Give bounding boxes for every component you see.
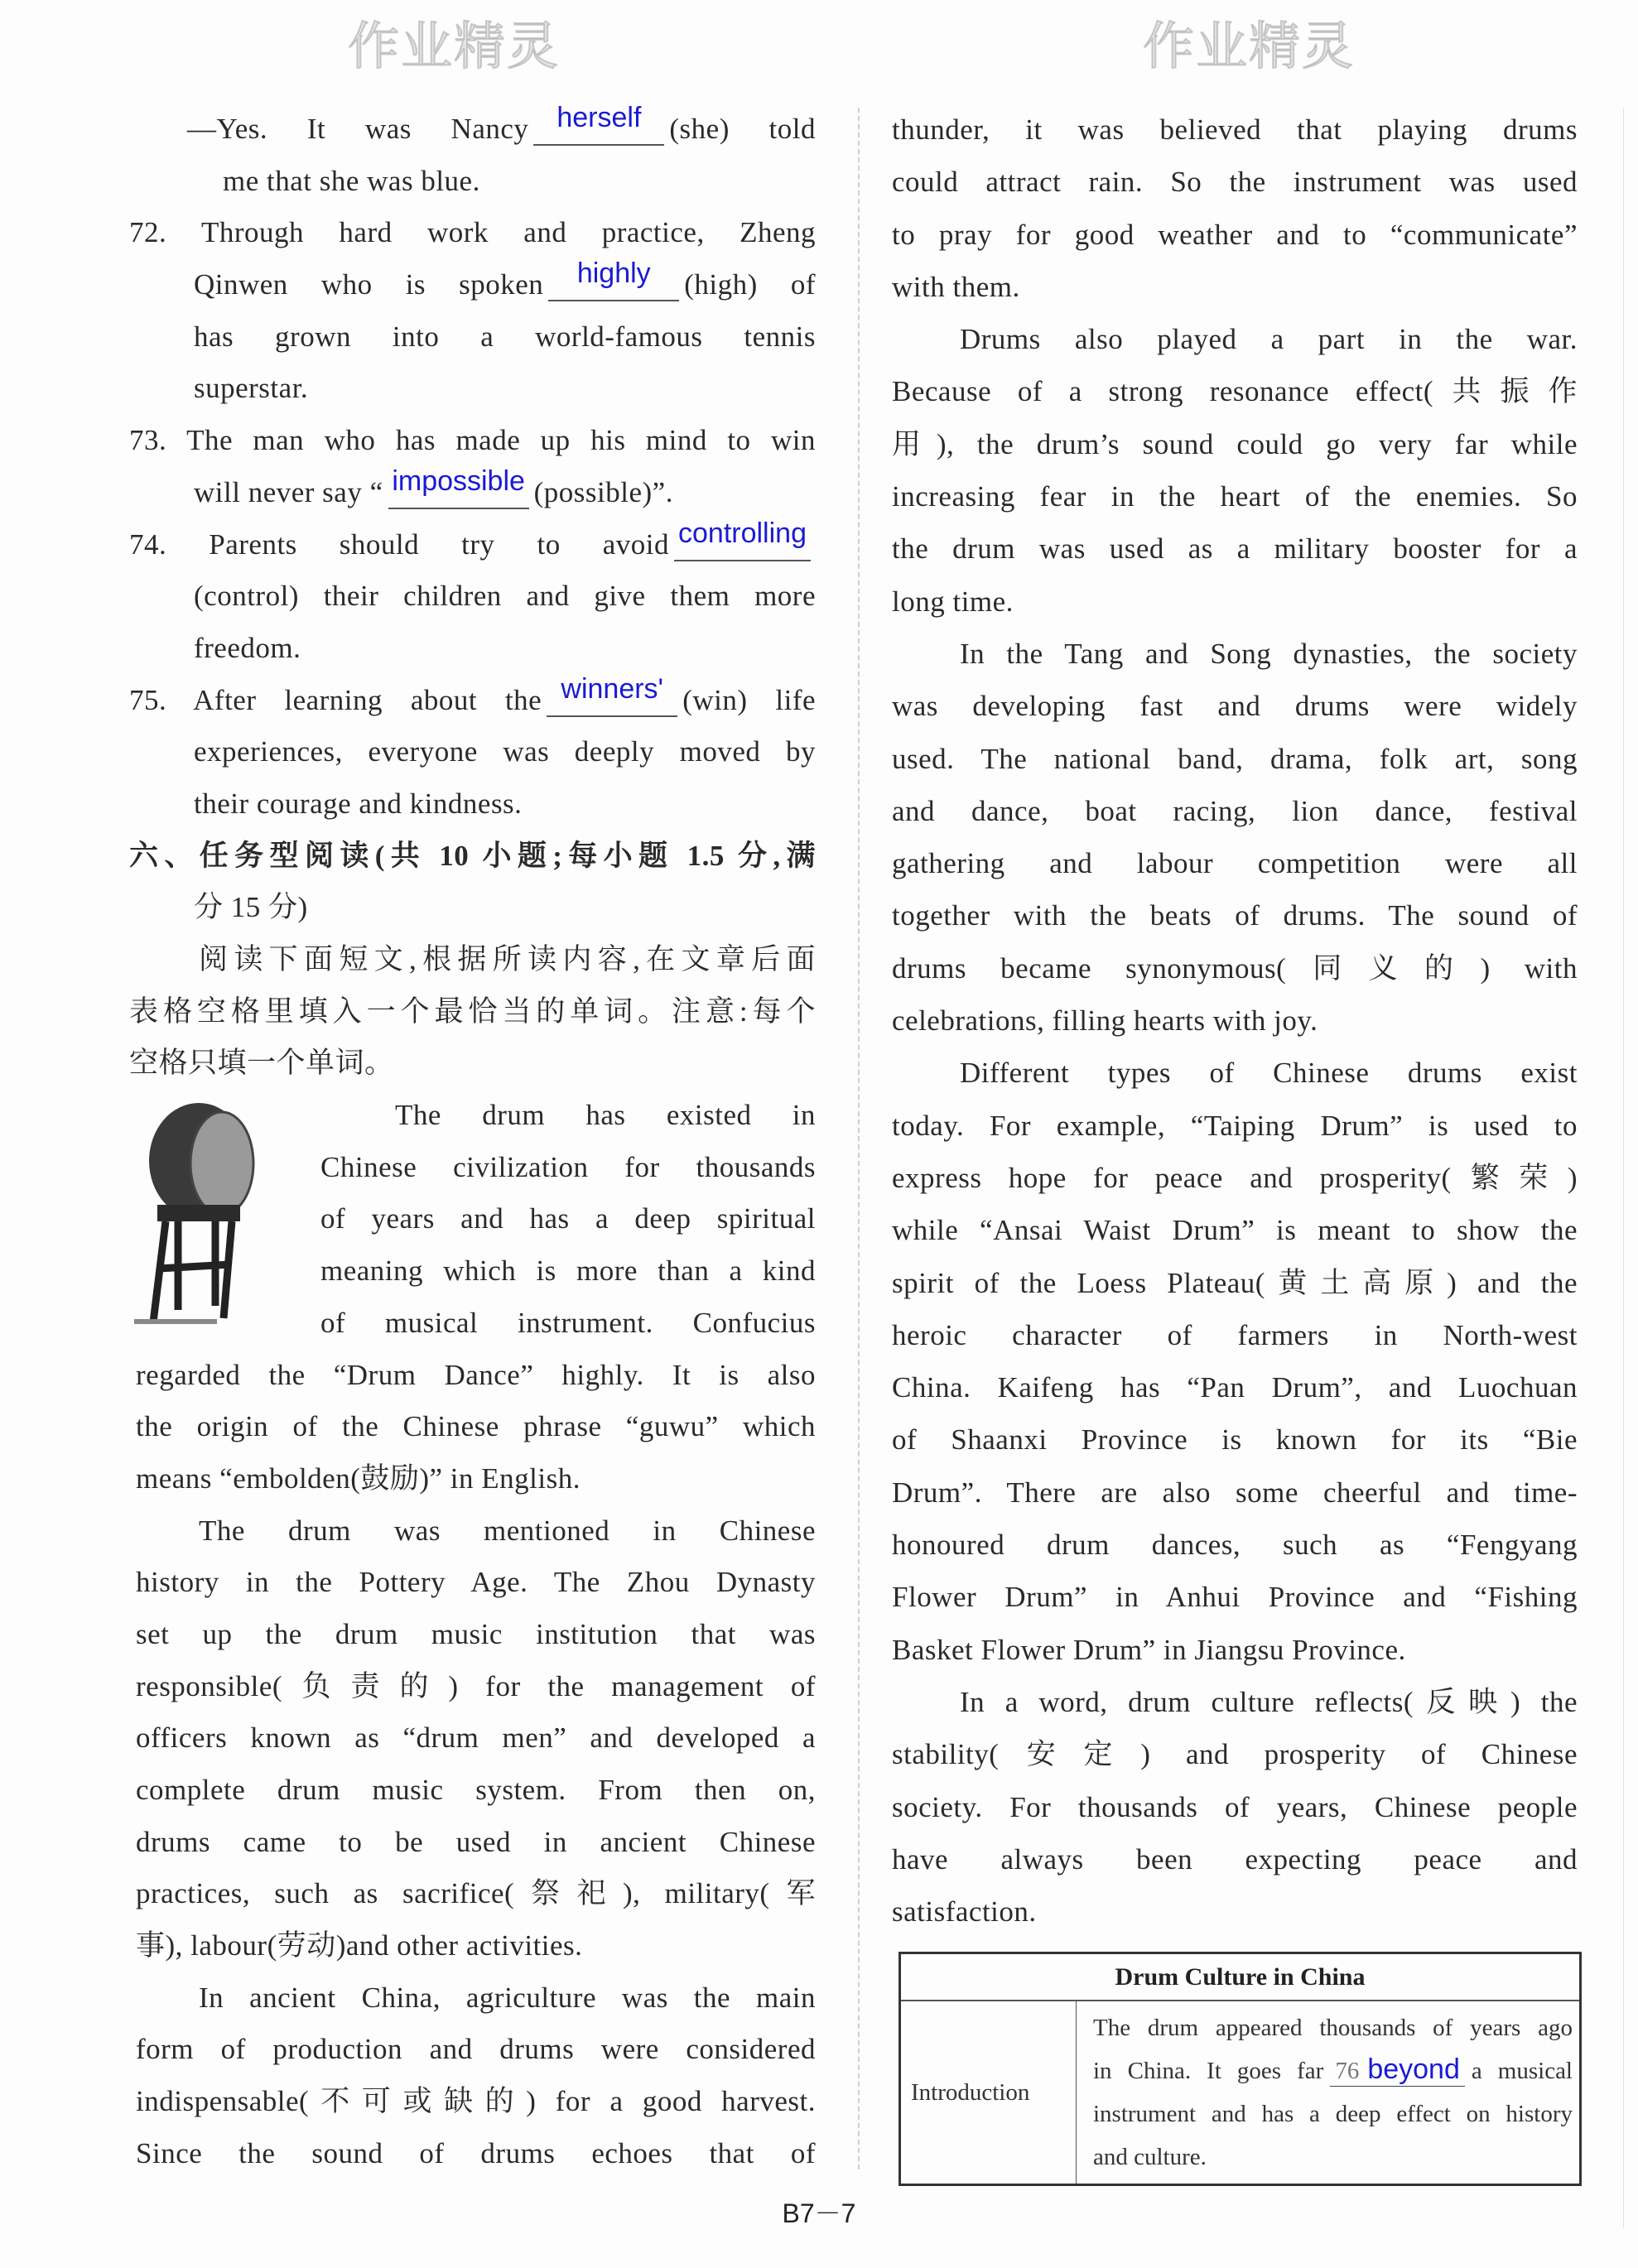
text-line: of Shaanxi Province is known for its “Bie bbox=[892, 1423, 1578, 1457]
text-line: honoured drum dances, such as “Fengyang bbox=[892, 1529, 1578, 1562]
text-line: has grown into a world-famous tennis bbox=[194, 320, 816, 353]
text-line: In a word, drum culture reflects(反映) the bbox=[960, 1685, 1578, 1718]
table-line: The drum appeared thousands of years ago bbox=[1093, 2015, 1573, 2041]
text-line: their courage and kindness. bbox=[194, 787, 523, 820]
table-row bbox=[900, 2001, 1581, 2185]
answer-blank[interactable] bbox=[388, 465, 529, 509]
table-text: a musical bbox=[1471, 2058, 1573, 2084]
text-line: long time. bbox=[892, 585, 1014, 618]
text-line: practices, such as sacrifice(祭祀), military(军 bbox=[136, 1877, 816, 1910]
answer-text: highly bbox=[576, 258, 651, 290]
text-line: Drums also played a part in the war. bbox=[960, 323, 1578, 356]
line-text: (possible)”. bbox=[533, 475, 673, 508]
blank-76[interactable] bbox=[1330, 2053, 1465, 2087]
text-line: 事), labour(劳动)and other activities. bbox=[136, 1929, 583, 1962]
text-line: could attract rain. So the instrument was used bbox=[892, 166, 1578, 199]
text-line: of years and has a deep spiritual bbox=[320, 1202, 816, 1235]
text-line: 阅读下面短文,根据所读内容,在文章后面 bbox=[199, 943, 816, 975]
text-line: Flower Drum” in Anhui Province and “Fishing bbox=[892, 1581, 1578, 1614]
text-line: history in the Pottery Age. The Zhou Dynasty bbox=[136, 1566, 816, 1599]
text-line: set up the drum music institution that was bbox=[136, 1617, 816, 1650]
answer-text: beyond bbox=[1367, 2054, 1460, 2085]
text-line: regarded the “Drum Dance” highly. It is also bbox=[136, 1358, 816, 1391]
text-line: officers known as “drum men” and developed a bbox=[136, 1721, 816, 1755]
right-column bbox=[892, 104, 1578, 1938]
text-line: meaning which is more than a kind bbox=[320, 1254, 816, 1288]
answer-text: winners' bbox=[561, 672, 664, 705]
answer-text: controlling bbox=[678, 517, 807, 549]
text-line: thunder, it was believed that playing drums bbox=[892, 113, 1578, 146]
text-line: Drum”. There are also some cheerful and time- bbox=[892, 1476, 1578, 1509]
text-line: satisfaction. bbox=[892, 1895, 1037, 1929]
drum-illustration bbox=[132, 1099, 311, 1331]
text-line: experiences, everyone was deeply moved by bbox=[194, 735, 816, 768]
text-line: was developing fast and drums were widely bbox=[892, 690, 1578, 723]
watermark: 作业精灵 bbox=[1143, 16, 1356, 76]
blank-number: 76 bbox=[1335, 2058, 1360, 2084]
line-text: (win) life bbox=[682, 683, 817, 716]
caption-strip bbox=[134, 1319, 217, 1324]
line-text: (high) of bbox=[684, 268, 816, 301]
table-line: instrument and has a deep effect on history bbox=[1093, 2101, 1573, 2127]
answer-blank[interactable] bbox=[533, 102, 664, 146]
text-line: The drum was mentioned in Chinese bbox=[199, 1514, 816, 1547]
text-line: gathering and labour competition were all bbox=[892, 847, 1578, 880]
line-text: 75. After learning about the bbox=[129, 683, 542, 716]
line-text: —Yes. It was Nancy bbox=[187, 113, 529, 145]
text-line: increasing fear in the heart of the enemies. So bbox=[892, 480, 1578, 513]
text-line: 72. Through hard work and practice, Zheng bbox=[129, 216, 816, 249]
text-line: used. The national band, drama, folk art, song bbox=[892, 742, 1578, 775]
text-line: Since the sound of drums echoes that of bbox=[136, 2136, 816, 2169]
text-line: In the Tang and Song dynasties, the society bbox=[960, 637, 1578, 670]
answer-blank[interactable] bbox=[674, 517, 811, 561]
text-line: indispensable(不可或缺的) for a good harvest. bbox=[136, 2085, 816, 2118]
text-line: 六、任务型阅读(共 10 小题;每小题 1.5 分,满 bbox=[129, 839, 816, 872]
text-line bbox=[129, 519, 816, 571]
text-line bbox=[194, 467, 816, 519]
text-line: heroic character of farmers in North-west bbox=[892, 1318, 1578, 1351]
text-line bbox=[194, 259, 816, 311]
drum-culture-table bbox=[898, 1952, 1582, 2186]
text-line: drums became synonymous(同义的) with bbox=[892, 951, 1578, 985]
text-line bbox=[129, 672, 817, 727]
text-line: (control) their children and give them more bbox=[194, 580, 816, 613]
text-line: The drum has existed in bbox=[395, 1099, 816, 1132]
text-line: of musical instrument. Confucius bbox=[320, 1306, 816, 1339]
answer-text: impossible bbox=[392, 465, 525, 497]
answer-text: herself bbox=[556, 102, 642, 133]
text-line: complete drum music system. From then on, bbox=[136, 1774, 816, 1806]
text-line: with them. bbox=[892, 270, 1020, 303]
text-line: stability(安定) and prosperity of Chinese bbox=[892, 1738, 1578, 1771]
text-line bbox=[187, 104, 816, 156]
watermark: 作业精灵 bbox=[348, 16, 561, 76]
table-line: and culture. bbox=[1093, 2144, 1207, 2170]
text-line: to pray for good weather and to “communicate” bbox=[892, 218, 1578, 251]
text-line: the drum was used as a military booster for a bbox=[892, 532, 1578, 566]
line-text: will never say “ bbox=[194, 475, 383, 508]
table-text: in China. It goes far bbox=[1093, 2058, 1324, 2084]
text-line: while “Ansai Waist Drum” is meant to show the bbox=[892, 1214, 1578, 1247]
row-label: Introduction bbox=[900, 2001, 1077, 2185]
answer-blank[interactable] bbox=[547, 672, 677, 717]
text-line: 空格只填一个单词。 bbox=[129, 1047, 394, 1080]
drum-head bbox=[190, 1112, 253, 1215]
stand-top bbox=[157, 1205, 240, 1221]
text-line: today. For example, “Taiping Drum” is used to bbox=[892, 1109, 1578, 1142]
text-line: society. For thousands of years, Chinese people bbox=[892, 1790, 1578, 1823]
text-line: freedom. bbox=[194, 631, 301, 664]
text-line: together with the beats of drums. The sound of bbox=[892, 899, 1578, 932]
table-title: Drum Culture in China bbox=[900, 1953, 1581, 2001]
stand-legs bbox=[153, 1221, 232, 1322]
text-line: have always been expecting peace and bbox=[892, 1842, 1578, 1876]
text-line: Different types of Chinese drums exist bbox=[960, 1057, 1578, 1090]
text-line: In ancient China, agriculture was the main bbox=[199, 1981, 816, 2014]
text-line: 用), the drum’s sound could go very far while bbox=[892, 427, 1578, 460]
text-line: 分 15 分) bbox=[194, 891, 308, 924]
text-line: Because of a strong resonance effect(共振作 bbox=[892, 375, 1578, 408]
text-line: drums came to be used in ancient Chinese bbox=[136, 1825, 816, 1858]
text-line: China. Kaifeng has “Pan Drum”, and Luochuan bbox=[892, 1371, 1578, 1404]
text-line: spirit of the Loess Plateau(黄土高原) and the bbox=[892, 1266, 1578, 1299]
text-line: Chinese civilization for thousands bbox=[320, 1150, 816, 1183]
answer-blank[interactable] bbox=[548, 258, 679, 301]
text-line: superstar. bbox=[194, 372, 309, 405]
text-line: form of production and drums were considered bbox=[136, 2033, 816, 2066]
page-edge-line bbox=[1623, 108, 1624, 2227]
row-content bbox=[1077, 2001, 1581, 2185]
text-line: 73. The man who has made up his mind to win bbox=[129, 424, 816, 457]
text-line: 表格空格里填入一个最恰当的单词。注意:每个 bbox=[129, 994, 816, 1028]
line-text: (she) told bbox=[669, 113, 816, 145]
text-line: responsible(负责的) for the management of bbox=[136, 1669, 816, 1702]
text-line: express hope for peace and prosperity(繁荣) bbox=[892, 1161, 1578, 1194]
line-text: Qinwen who is spoken bbox=[194, 268, 544, 301]
text-line: me that she was blue. bbox=[223, 164, 480, 197]
table-line bbox=[1093, 2049, 1573, 2092]
text-line: the origin of the Chinese phrase “guwu” which bbox=[136, 1410, 816, 1443]
text-line: and dance, boat racing, lion dance, festival bbox=[892, 794, 1578, 827]
text-line: Basket Flower Drum” in Jiangsu Province. bbox=[892, 1633, 1406, 1666]
page-number: B7－7 bbox=[782, 2198, 856, 2228]
text-line: means “embolden(鼓励)” in English. bbox=[136, 1461, 581, 1495]
column-divider bbox=[858, 108, 860, 2169]
text-line: celebrations, filling hearts with joy. bbox=[892, 1004, 1318, 1038]
line-text: 74. Parents should try to avoid bbox=[129, 527, 669, 561]
